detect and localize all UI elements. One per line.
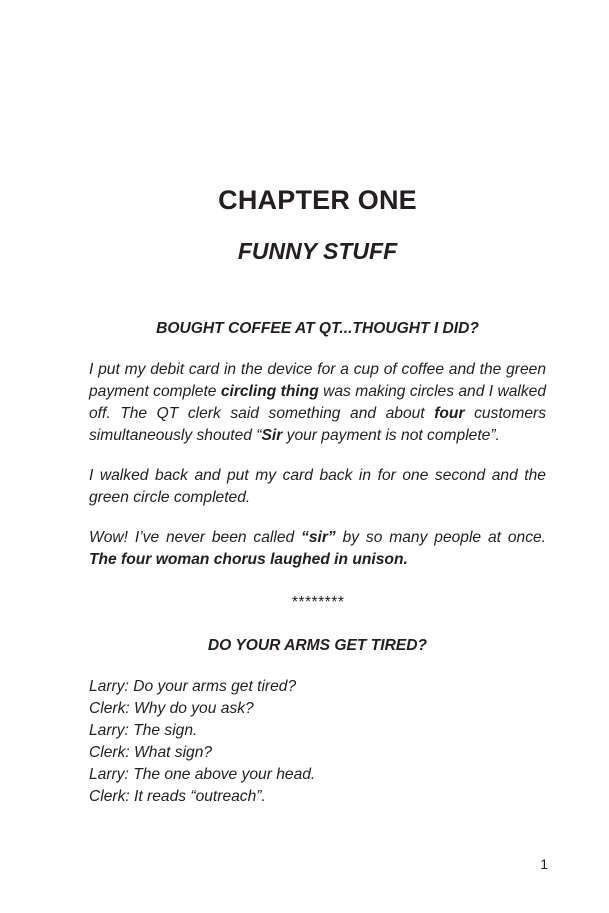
dialogue-line: Clerk: It reads “outreach”. <box>89 788 266 805</box>
section-separator: ******** <box>291 594 344 611</box>
section-heading-arms: DO YOUR ARMS GET TIRED? <box>207 637 428 654</box>
text-run: your payment is not complete”. <box>282 427 500 444</box>
chapter-title: CHAPTER ONE <box>218 185 417 215</box>
dialogue <box>89 676 546 808</box>
text-run: customers simultaneously shouted “ <box>89 405 546 444</box>
dialogue-line: Clerk: What sign? <box>89 744 213 761</box>
section-heading-coffee: BOUGHT COFFEE AT QT...THOUGHT I DID? <box>156 320 479 337</box>
dialogue-line: Larry: Do your arms get tired? <box>89 678 297 695</box>
paragraph-coffee-2: I walked back and put my card back in for one second and the green circle completed. <box>89 467 546 506</box>
dialogue-line: Larry: The one above your head. <box>89 766 316 783</box>
dialogue-line: Clerk: Why do you ask? <box>89 700 254 717</box>
text-run: I put my debit card in the device for a cup of coffee and the green payment complete <box>89 361 546 400</box>
bold-run: “sir” <box>301 529 336 546</box>
paragraph-coffee-1 <box>89 359 546 447</box>
page-number: 1 <box>540 856 548 872</box>
text-run: by so many people at once. <box>335 529 546 546</box>
bold-run: Sir <box>261 427 283 444</box>
bold-run: circling thing <box>220 383 319 400</box>
dialogue-line: Larry: The sign. <box>89 722 198 739</box>
paragraph-coffee-3 <box>89 527 546 571</box>
text-run: Wow! I’ve never been called <box>89 529 302 546</box>
text-run: was making circles and I walked off. The QT clerk said something and about <box>89 383 546 422</box>
bold-run: The four woman chorus laughed in unison. <box>89 551 408 568</box>
page-body <box>89 318 546 808</box>
bold-run: four <box>434 405 465 422</box>
chapter-subtitle: FUNNY STUFF <box>237 238 398 264</box>
